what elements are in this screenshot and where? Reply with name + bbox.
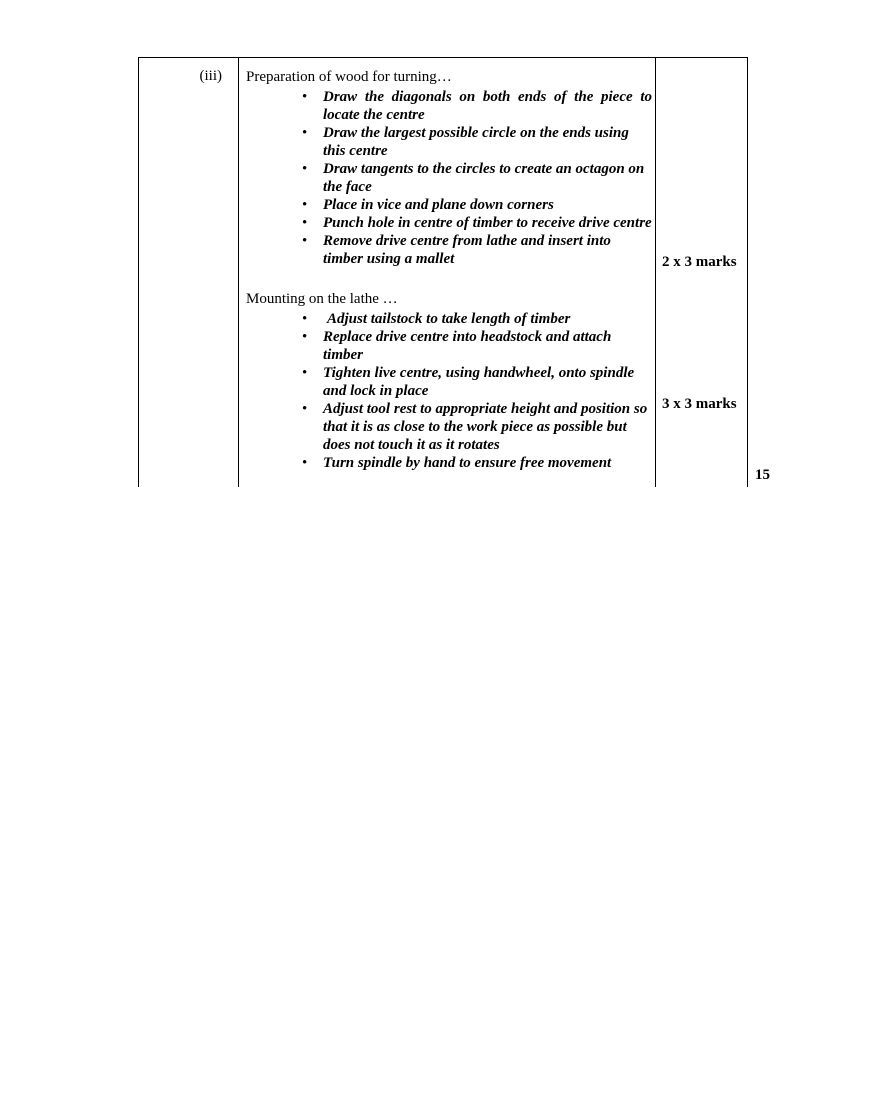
- marks-preparation: 2 x 3 marks: [662, 254, 737, 270]
- list-item: • Turn spindle by hand to ensure free movement: [323, 454, 652, 472]
- table-border-left: [138, 57, 139, 487]
- section-heading-mounting: Mounting on the lathe …: [246, 291, 398, 307]
- list-item: • Punch hole in centre of timber to receive drive centre: [323, 214, 652, 232]
- marks-mounting: 3 x 3 marks: [662, 396, 737, 412]
- answer-content: [246, 68, 652, 472]
- list-item: • Draw the diagonals on both ends of the piece to locate the centre: [323, 88, 652, 124]
- total-marks: 15: [755, 467, 770, 483]
- list-item: • Draw tangents to the circles to create an octagon on the face: [323, 160, 652, 196]
- list-item: • Tighten live centre, using handwheel, onto spindle and lock in place: [323, 364, 652, 400]
- table-top-border: [138, 57, 748, 58]
- list-item: • Remove drive centre from lathe and insert into timber using a mallet: [323, 232, 652, 268]
- list-item: • Adjust tool rest to appropriate height and position so that it is as close to the work piece as possible but does not touch it as it rotates: [323, 400, 652, 454]
- list-item: • Place in vice and plane down corners: [323, 196, 652, 214]
- list-item: • Draw the largest possible circle on the ends using this centre: [323, 124, 652, 160]
- list-item: • Replace drive centre into headstock and attach timber: [323, 328, 652, 364]
- preparation-list: [246, 88, 652, 268]
- list-item: • Adjust tailstock to take length of timber: [323, 310, 652, 328]
- table-divider-label: [238, 57, 239, 487]
- mounting-list: [246, 310, 652, 472]
- table-border-right: [747, 57, 748, 487]
- section-heading-preparation: Preparation of wood for turning…: [246, 69, 452, 85]
- table-divider-content: [655, 57, 656, 487]
- question-label: (iii): [199, 68, 222, 84]
